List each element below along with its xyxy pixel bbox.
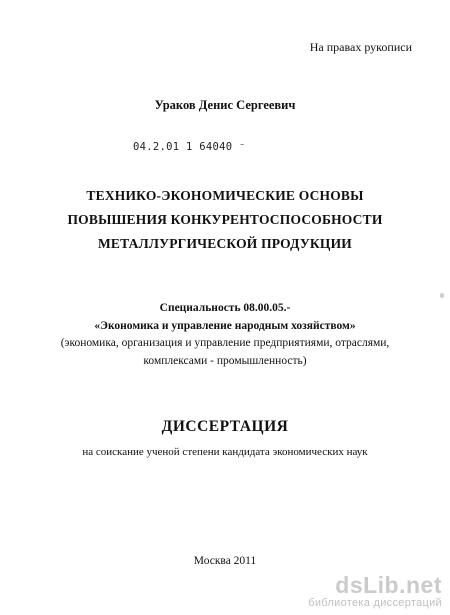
specialty-detail-2: комплексами - промышленность) (143, 354, 307, 367)
title-line-3: МЕТАЛЛУРГИЧЕСКОЙ ПРОДУКЦИИ (97, 236, 353, 251)
rights-notice: На правах рукописи (309, 40, 412, 54)
degree-line: на соискание ученой степени кандидата экономических наук (82, 446, 368, 458)
site-watermark (308, 573, 442, 609)
document-type-heading: ДИССЕРТАЦИЯ (161, 418, 289, 435)
specialty-detail-1: (экономика, организация и управление предприятиями, отраслями, (60, 337, 390, 349)
scan-speck (440, 293, 444, 298)
watermark-tagline: библиотека диссертаций (308, 597, 442, 609)
title-line-2: ПОВЫШЕНИЯ КОНКУРЕНТОСПОСОБНОСТИ (67, 212, 383, 227)
title-line-1: ТЕХНИКО-ЭКОНОМИЧЕСКИЕ ОСНОВЫ (86, 188, 364, 203)
dissertation-title (0, 184, 450, 256)
watermark-logo: dsLib.net (335, 572, 442, 598)
specialty-block (0, 300, 450, 370)
city-year: Москва 2011 (193, 555, 257, 567)
author-name: Ураков Денис Сергеевич (154, 98, 296, 112)
catalog-stamp: 04.2.01 1 64040 ⁻ (133, 141, 246, 153)
specialty-code: Специальность 08.00.05.- (159, 302, 291, 314)
specialty-name: «Экономика и управление народным хозяйством» (94, 319, 356, 332)
